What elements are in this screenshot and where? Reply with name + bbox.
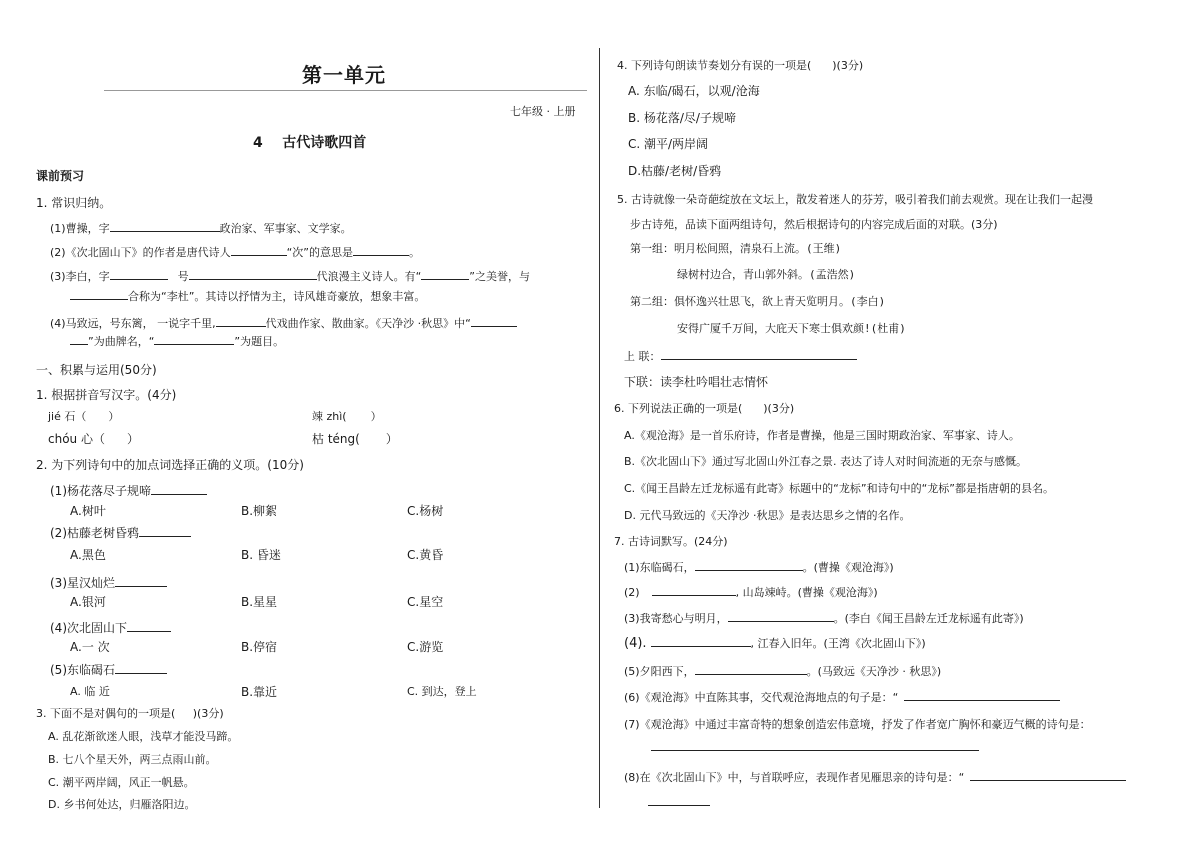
answer-blank[interactable] <box>189 268 317 280</box>
q7-text: 。(李白《闻王昌龄左迁龙标遥有此寄》) <box>833 612 1024 625</box>
pinyin-label: 枯 téng( <box>312 432 360 446</box>
pinyin-item <box>48 430 139 447</box>
answer-blank[interactable] <box>154 333 234 345</box>
text: (2)《次北固山下》的作者是唐代诗人 <box>50 246 231 259</box>
q2-option-a[interactable]: A.银河 <box>70 595 106 609</box>
lesson-title: 4 古代诗歌四首 <box>253 135 367 151</box>
q2-stem <box>50 524 191 541</box>
q5-line-2: 步古诗苑，品读下面两组诗句，然后根据诗句的内容完成后面的对联。(3分) <box>630 218 998 231</box>
q2-stem-text: (2)枯藤老树昏鸦 <box>50 526 139 540</box>
pinyin-item <box>312 430 398 447</box>
preview-q1-4 <box>50 315 517 331</box>
answer-blank[interactable] <box>728 610 834 622</box>
q4-option[interactable]: A. 东临/碣石，以观/沧海 <box>628 84 760 98</box>
q5-group1-a: 第一组：明月松间照，清泉石上流。(王维) <box>630 242 842 255</box>
text: (3)李白，字 <box>50 270 110 283</box>
pinyin-label: chóu 心（ <box>48 432 105 446</box>
answer-blank[interactable] <box>652 584 736 596</box>
q3-option[interactable]: B. 七八个星天外，两三点雨山前。 <box>48 753 217 766</box>
answer-line[interactable] <box>648 805 710 806</box>
q4-option[interactable]: B. 杨花落/尽/子规啼 <box>628 111 736 125</box>
q7-text: 。(马致远《天净沙 · 秋思》) <box>806 665 942 678</box>
preview-q1-title: 1. 常识归纳。 <box>36 196 112 210</box>
q3-option[interactable]: D. 乡书何处达，归雁洛阳边。 <box>48 798 196 811</box>
q2-option-a[interactable]: A.树叶 <box>70 504 106 518</box>
text: ”为曲牌名，“ <box>88 335 155 348</box>
answer-blank[interactable] <box>151 483 207 495</box>
q7-text: (2) <box>624 586 640 599</box>
q2-option-c[interactable]: C.杨树 <box>407 504 444 518</box>
q7-item <box>624 663 941 679</box>
q2-option-a[interactable]: A.一 次 <box>70 640 110 654</box>
pinyin-close: ） <box>108 410 120 423</box>
answer-blank[interactable] <box>970 769 1126 781</box>
preview-q1-4-cont <box>70 333 284 349</box>
part1-heading: 一、积累与运用(50分) <box>36 363 157 377</box>
pinyin-close: ） <box>385 432 398 446</box>
preview-heading: 课前预习 <box>36 169 85 183</box>
q2-stem <box>50 619 171 636</box>
q2-stem-text: (3)星汉灿烂 <box>50 576 115 590</box>
answer-blank[interactable] <box>471 315 517 327</box>
answer-blank[interactable] <box>70 288 128 300</box>
q4-option[interactable]: C. 潮平/两岸阔 <box>628 137 709 151</box>
q2-stem <box>50 574 167 591</box>
q7-item <box>624 584 878 600</box>
q7-item <box>624 689 1060 705</box>
q7-item <box>624 769 1126 785</box>
answer-blank[interactable] <box>353 244 409 256</box>
text: 代戏曲作家、散曲家。《天净沙 ·秋思》中“ <box>265 317 471 330</box>
q2-option-c[interactable]: C.黄昏 <box>407 548 444 562</box>
q2-option-a[interactable]: A. 临 近 <box>70 685 110 698</box>
q4-title: 4. 下列诗句朗读节奏划分有误的一项是( )(3分) <box>617 59 864 72</box>
q7-item <box>624 610 1024 626</box>
answer-blank[interactable] <box>661 348 857 360</box>
q4-option[interactable]: D.枯藤/老树/昏鸦 <box>628 164 722 178</box>
preview-q1-2 <box>50 244 420 260</box>
q5-group2-b: 安得广厦千万间，大庇天下寒士俱欢颜!(杜甫) <box>677 322 906 335</box>
q3-option[interactable]: C. 潮平两岸阔，风正一帆悬。 <box>48 776 195 789</box>
q7-item <box>624 559 894 575</box>
text: 政治家、军事家、文学家。 <box>219 222 352 235</box>
text: ”为题目。 <box>234 335 285 348</box>
q7-title: 7. 古诗词默写。(24分) <box>614 535 728 548</box>
q2-stem <box>50 482 207 499</box>
q5-line-1: 5. 古诗就像一朵奇葩绽放在文坛上，散发着迷人的芬芳，吸引着我们前去观赏。现在让我们一起漫 <box>617 193 1093 206</box>
q7-text: (3)我寄愁心与明月， <box>624 612 728 625</box>
q7-text: (5)夕阳西下， <box>624 665 695 678</box>
pinyin-label: 竦 zhì( <box>312 410 347 423</box>
preview-q1-3-cont <box>70 288 425 304</box>
q2-option-b[interactable]: B.靠近 <box>241 685 278 699</box>
text: 。 <box>409 246 420 259</box>
part1-q3-title: 3. 下面不是对偶句的一项是( )(3分) <box>36 707 224 720</box>
q5-upper-couplet <box>624 348 857 364</box>
q7-text: (8)在《次北固山下》中，与首联呼应，表现作者见雁思亲的诗句是：“ <box>624 771 965 784</box>
q6-option[interactable]: B.《次北固山下》通过写北固山外江春之景. 表达了诗人对时间流逝的无奈与感慨。 <box>624 455 1028 468</box>
upper-label: 上 联： <box>624 350 661 363</box>
answer-blank[interactable] <box>695 663 807 675</box>
q2-stem-text: (1)杨花落尽子规啼 <box>50 484 151 498</box>
answer-blank[interactable] <box>651 635 751 647</box>
q7-item-7: (7)《观沧海》中通过丰富奇特的想象创造宏伟意境，抒发了作者宽广胸怀和豪迈气概的诗句是： <box>624 718 1091 731</box>
answer-blank[interactable] <box>231 244 287 256</box>
q5-group1-b: 绿树村边合，青山郭外斜。(孟浩然) <box>677 268 856 281</box>
part1-q1-title: 1. 根据拼音写汉字。(4分) <box>36 388 177 402</box>
q2-stem <box>50 661 167 678</box>
pinyin-close: ） <box>370 410 382 423</box>
pinyin-label: jié 石（ <box>48 410 87 423</box>
title-divider <box>104 90 587 91</box>
q2-option-b[interactable]: B.停宿 <box>241 640 278 654</box>
q7-text: (1)东临碣石， <box>624 561 695 574</box>
q6-option[interactable]: A.《观沧海》是一首乐府诗，作者是曹操，他是三国时期政治家、军事家、诗人。 <box>624 429 1020 442</box>
pinyin-close: ） <box>126 432 139 446</box>
q7-text: , 江春入旧年。(王湾《次北固山下》) <box>750 637 926 650</box>
answer-blank[interactable] <box>216 315 266 327</box>
q2-option-b[interactable]: B. 昏迷 <box>241 548 281 562</box>
answer-blank[interactable] <box>70 333 88 345</box>
column-divider <box>599 48 600 808</box>
q6-option[interactable]: D. 元代马致远的《天净沙 ·秋思》是表达思乡之情的名作。 <box>624 509 911 522</box>
answer-blank[interactable] <box>115 662 167 674</box>
q5-lower-couplet: 下联：读李杜吟唱壮志情怀 <box>624 375 769 389</box>
answer-blank[interactable] <box>904 689 1060 701</box>
answer-blank[interactable] <box>110 268 168 280</box>
answer-blank[interactable] <box>421 268 469 280</box>
text: ”之美誉，与 <box>469 270 530 283</box>
answer-blank[interactable] <box>139 525 191 537</box>
text: (4)马致远，号东篱， 一说字千里, <box>50 317 216 330</box>
grade-tag: 七年级 · 上册 <box>510 105 576 118</box>
answer-blank[interactable] <box>110 220 220 232</box>
preview-q1-3 <box>50 268 530 284</box>
q2-option-c[interactable]: C.游览 <box>407 640 444 654</box>
text: 合称为“李杜”。其诗以抒情为主，诗风雄奇豪放，想象丰富。 <box>128 290 426 303</box>
q2-stem-text: (4)次北固山下 <box>50 621 127 635</box>
q2-stem-text: (5)东临碣石 <box>50 663 115 677</box>
text: “次”的意思是 <box>286 246 353 259</box>
q7-text: (4). <box>624 636 647 651</box>
q6-title: 6. 下列说法正确的一项是( )(3分) <box>614 402 795 415</box>
answer-blank[interactable] <box>115 575 167 587</box>
q7-text: , 山岛竦峙。(曹操《观沧海》) <box>735 586 878 599</box>
q7-text: 。(曹操《观沧海》) <box>802 561 894 574</box>
q7-item <box>624 635 926 651</box>
text: 号 <box>177 270 189 283</box>
text: 代浪漫主义诗人。有“ <box>316 270 422 283</box>
pinyin-item <box>312 408 382 424</box>
answer-line[interactable] <box>651 750 979 751</box>
q3-option[interactable]: A. 乱花渐欲迷人眼，浅草才能没马蹄。 <box>48 730 239 743</box>
part1-q2-title: 2. 为下列诗句中的加点词选择正确的义项。(10分) <box>36 458 304 472</box>
q2-option-c[interactable]: C. 到达，登上 <box>407 685 477 698</box>
q7-text: (6)《观沧海》中直陈其事，交代观沧海地点的句子是：“ <box>624 691 899 704</box>
text: (1)曹操，字 <box>50 222 110 235</box>
q2-option-c[interactable]: C.星空 <box>407 595 444 609</box>
answer-blank[interactable] <box>127 620 171 632</box>
q5-group2-a: 第二组：俱怀逸兴壮思飞，欲上青天览明月。(李白) <box>630 295 886 308</box>
answer-blank[interactable] <box>695 559 803 571</box>
q2-option-b[interactable]: B.柳絮 <box>241 504 278 518</box>
pinyin-item <box>48 408 119 424</box>
unit-title: 第一单元 <box>302 63 386 87</box>
q2-option-a[interactable]: A.黑色 <box>70 548 106 562</box>
q2-option-b[interactable]: B.星星 <box>241 595 278 609</box>
preview-q1-1 <box>50 220 352 236</box>
q6-option[interactable]: C.《闻王昌龄左迁龙标遥有此寄》标题中的“龙标”和诗句中的“龙标”都是指唐朝的县名。 <box>624 482 1054 495</box>
